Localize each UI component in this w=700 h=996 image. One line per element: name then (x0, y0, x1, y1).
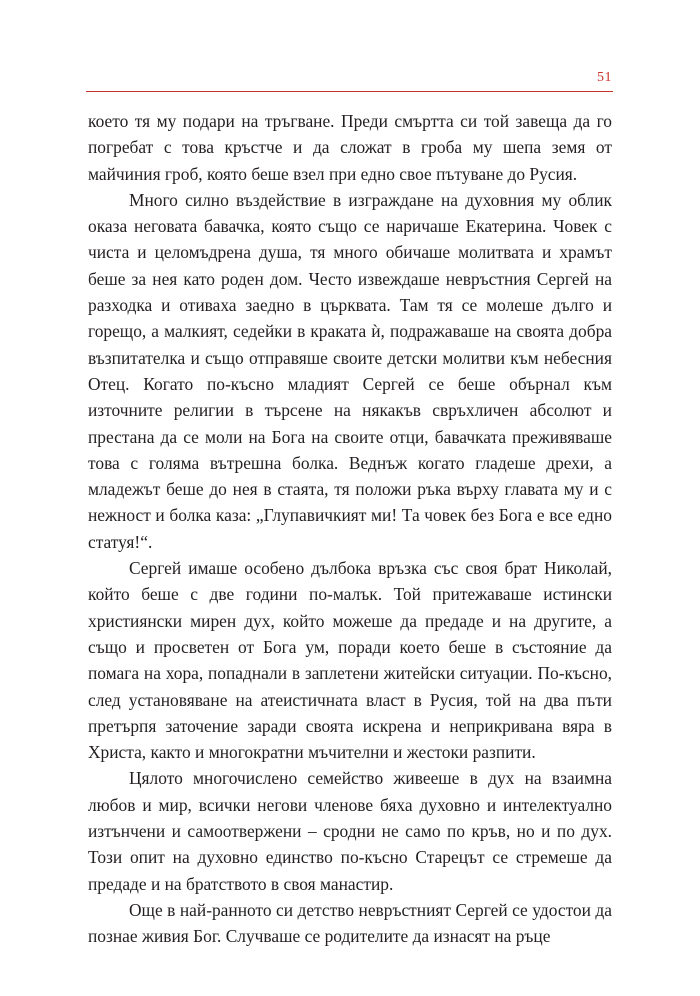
paragraph-continuation: което тя му подари на тръгване. Преди смъртта си той завеща да го погребат с това кръстче и да сложат в гроба му шепа земя от майчиния гроб, която беше взел при едно свое пътуване до Русия. (88, 111, 612, 184)
header-rule (86, 91, 613, 92)
body-text (88, 108, 612, 950)
page-number: 51 (597, 70, 612, 85)
paragraph-childhood: Още в най-ранното си детство невръстният Сергей се удостои да познае живия Бог. Случваше се родителите да изнасят на ръце (88, 899, 612, 947)
paragraph-nanny: Много силно въздействие в изграждане на духовния му облик оказа неговата бавачка, която също се наричаше Екатерина. Човек с чиста и целомъдрена душа, тя много обичаше молитвата и храмът беше за нея като роден дом. Често извеждаше невръстния Сергей на разходка и отиваха заедно в църквата. Там тя се молеше дълго и горещо, а малкият, седейки в краката ѝ, подражаваше на своята добра възпитателка и също отправяше своите детски молитви към небесния Отец. Когато по-късно младият Сергей се беше обърнал към източните религии в търсене на някакъв свръхличен абсолют и престана да се моли на Бога на своите отци, бавачката преживяваше това с голяма вътрешна болка. Веднъж когато гладеше дрехи, а младежът беше до нея в стаята, тя положи ръка върху главата му и с нежност и болка каза: „Глупавичкият ми! Та човек без Бога е все едно статуя!“. (88, 189, 612, 552)
paragraph-brother-nikolai: Сергей имаше особено дълбока връзка със своя брат Николай, който беше с две години по-малък. Той притежаваше истински християнски мирен дух, който можеше да предаде и на другите, а също и просветен от Бога ум, поради което беше в състояние да помага на хора, попаднали в заплетени житейски ситуации. По-късно, след установяване на атеистичната власт в Русия, той на два пъти претърпя заточение заради своята искрена и неприкривана вяра в Христа, както и многократни мъчителни и жестоки разпити. (88, 558, 612, 763)
paragraph-family: Цялото многочислено семейство живееше в дух на взаимна любов и мир, всички негови членове бяха духовно и интелектуално изтънчени и самоотвержени – сродни не само по кръв, но и по дух. Този опит на духовно единство по-късно Старецът се стремеше да предаде и на братството в своя манастир. (88, 768, 612, 894)
